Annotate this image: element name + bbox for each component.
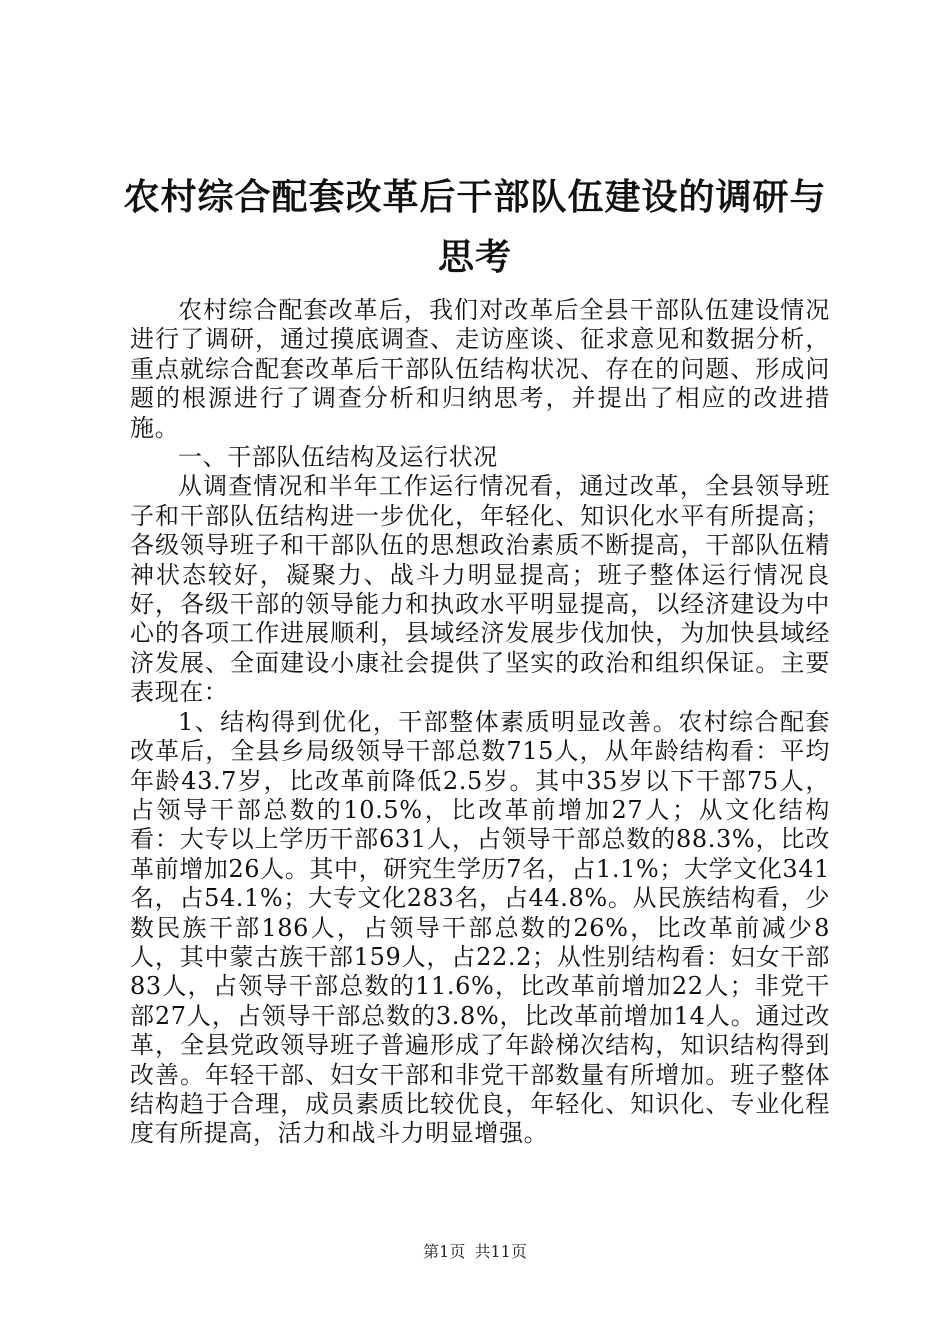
page-number: 第1页 [423,1242,466,1261]
body-paragraph: 从调查情况和半年工作运行情况看，通过改革，全县领导班子和干部队伍结构进一步优化，年轻化、知识化水平有所提高；各级领导班子和干部队伍的思想政治素质不断提高，干部队伍精神状态较好，凝聚力、战斗力明显提高；班子整体运行情况良好，各级干部的领导能力和执政水平明显提高，以经济建设为中心的各项工作进展顺利，县域经济发展步伐加快，为加快县域经济发展、全面建设小康社会提供了坚实的政治和组织保证。主要表现在： [130,472,830,707]
page-footer [0,1242,950,1262]
intro-paragraph: 农村综合配套改革后，我们对改革后全县干部队伍建设情况进行了调研，通过摸底调查、走访座谈、征求意见和数据分析，重点就综合配套改革后干部队伍结构状况、存在的问题、形成问题的根源进行了调查分析和归纳思考，并提出了相应的改进措施。 [130,296,830,442]
page-total: 共11页 [474,1242,527,1261]
section-heading: 一、干部队伍结构及运行状况 [178,443,498,472]
document-body [130,296,830,1149]
document-title: 农村综合配套改革后干部队伍建设的调研与思考 [123,177,827,278]
body-paragraph: 1、结构得到优化，干部整体素质明显改善。农村综合配套改革后，全县乡局级领导干部总数715人，从年龄结构看：平均年龄43.7岁，比改革前降低2.5岁。其中35岁以下干部75人，占领导干部总数的10.5%，比改革前增加27人；从文化结构看：大专以上学历干部631人，占领导干部总数的88.3%，比改革前增加26人。其中，研究生学历7名，占1.1%；大学文化341名，占54.1%；大专文化283名，占44.8%。从民族结构看，少数民族干部186人，占领导干部总数的26%，比改革前减少8人，其中蒙古族干部159人，占22.2；从性别结构看：妇女干部83人，占领导干部总数的11.6%，比改革前增加22人；非党干部27人，占领导干部总数的3.8%，比改革前增加14人。通过改革，全县党政领导班子普遍形成了年龄梯次结构，知识结构得到改善。年轻干部、妇女干部和非党干部数量有所增加。班子整体结构趋于合理，成员素质比较优良，年轻化、知识化、专业化程度有所提高，活力和战斗力明显增强。 [130,707,830,1148]
